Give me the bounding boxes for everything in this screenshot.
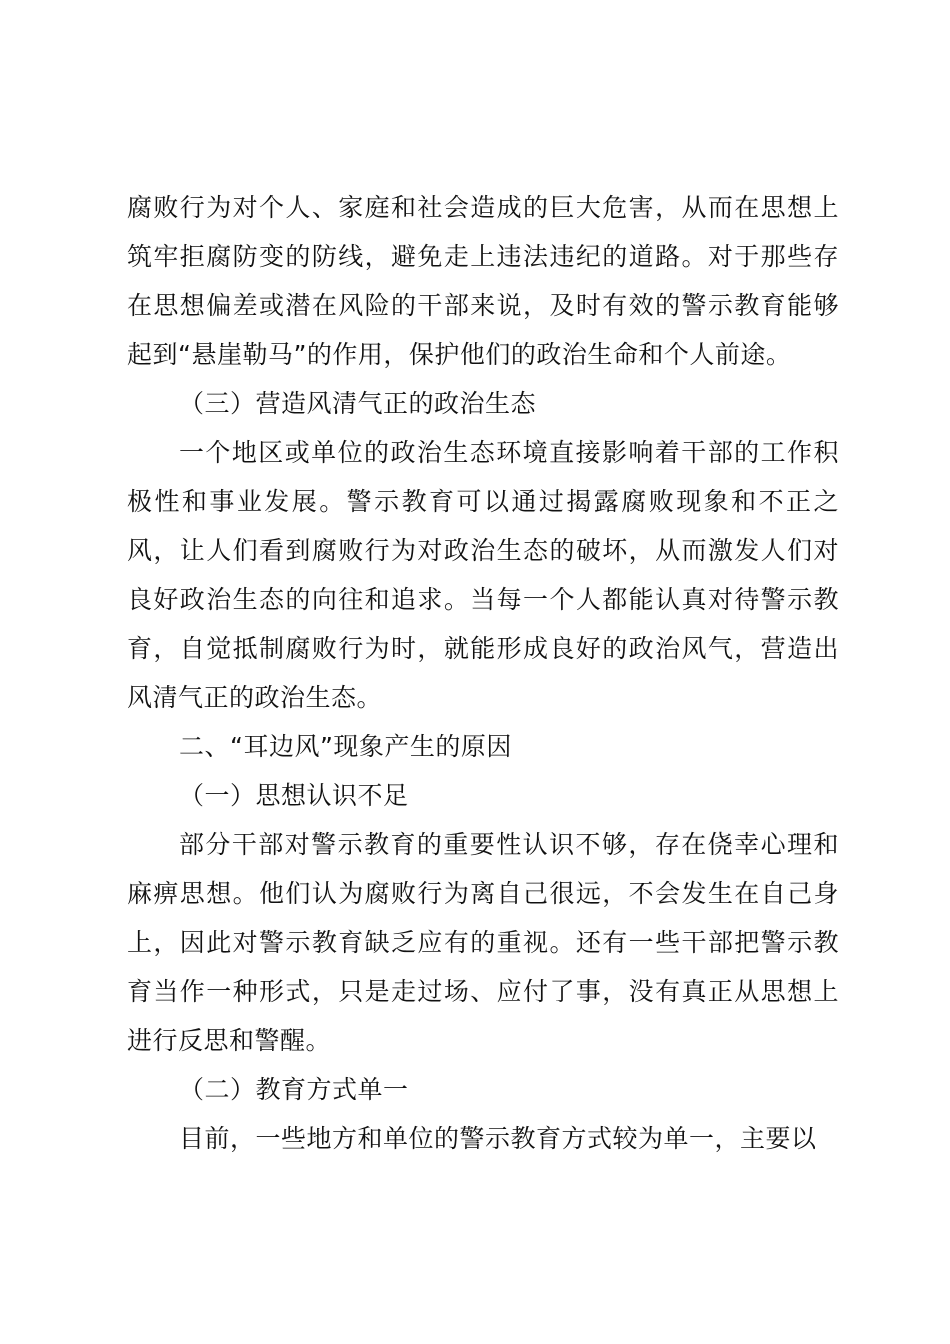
paragraph-political-ecology: 一个地区或单位的政治生态环境直接影响着干部的工作积极性和事业发展。警示教育可以通过揭露腐败现象和不正之风，让人们看到腐败行为对政治生态的破坏，从而激发人们对良好政治生态的向往和追求。当每一个人都能认真对待警示教育，自觉抵制腐败行为时，就能形成良好的政治风气，营造出风清气正的政治生态。 — [127, 438, 839, 712]
chapter-heading-2: 二、“耳边风”现象产生的原因 — [179, 732, 512, 761]
paragraph-awareness: 部分干部对警示教育的重要性认识不够，存在侥幸心理和麻痹思想。他们认为腐败行为离自己很远，不会发生在自己身上，因此对警示教育缺乏应有的重视。还有一些干部把警示教育当作一种形式，只是走过场、应付了事，没有真正从思想上进行反思和警醒。 — [127, 830, 839, 1055]
paragraph-education-methods: 目前，一些地方和单位的警示教育方式较为单一，主要以 — [179, 1124, 817, 1153]
section-heading-2: （二）教育方式单一 — [179, 1075, 409, 1104]
paragraph-continued: 腐败行为对个人、家庭和社会造成的巨大危害，从而在思想上筑牢拒腐防变的防线，避免走上违法违纪的道路。对于那些存在思想偏差或潜在风险的干部来说，及时有效的警示教育能够起到“悬崖勒马”的作用，保护他们的政治生命和个人前途。 — [127, 193, 839, 369]
section-heading-1: （一）思想认识不足 — [179, 781, 409, 810]
document-body — [127, 183, 839, 1163]
section-heading-3: （三）营造风清气正的政治生态 — [179, 389, 537, 418]
